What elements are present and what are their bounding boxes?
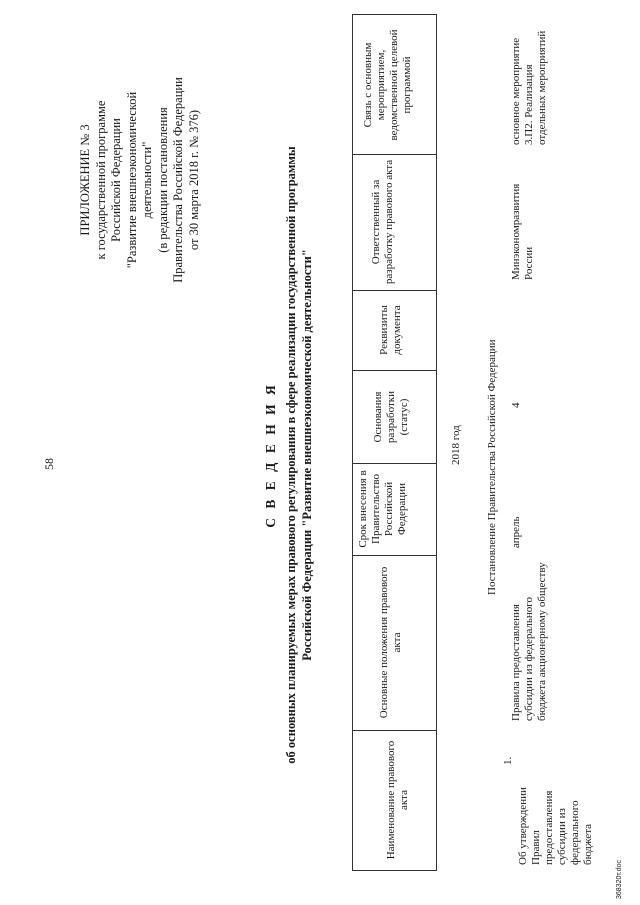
appendix-line: (в редакции постановления xyxy=(155,107,170,253)
appendix-title: ПРИЛОЖЕНИЕ № 3 xyxy=(78,124,92,236)
appendix-line: "Развитие внешнеэкономической xyxy=(124,91,139,269)
footer-filename: 368320т.doc xyxy=(616,859,623,899)
page-number: 58 xyxy=(42,458,56,470)
cell-responsible: Минэкономразвития России xyxy=(510,183,535,280)
table-column-divider xyxy=(352,730,437,731)
year-label: 2018 год xyxy=(450,425,462,465)
table-left-border xyxy=(352,870,437,871)
header-submission-deadline: Срок внесения в Правительство Российской Федерации xyxy=(357,470,408,548)
heading-line: Российской Федерации "Развитие внешнеэкономической деятельности" xyxy=(299,249,314,661)
header-program-link: Связь с основным мероприятием, ведомственной целевой программой xyxy=(362,29,413,141)
cell-act-name: Об утверждении Правил предоставления субсидии из федерального бюджета xyxy=(517,787,594,865)
table-column-divider xyxy=(352,463,437,464)
table-column-divider xyxy=(352,370,437,371)
cell-main-provisions: Правила предоставления субсидии из федерального бюджета акционерному обществу xyxy=(510,562,548,721)
table-column-divider xyxy=(352,154,437,155)
header-basis: Основания разработки (статус) xyxy=(372,390,410,444)
appendix-line: Правительства Российской Федерации xyxy=(171,77,185,283)
appendix-block xyxy=(78,30,202,330)
heading-line: об основных планируемых мерах правового регулирования в сфере реализации государственной программы xyxy=(284,146,298,764)
table-top-border xyxy=(352,14,353,871)
section-label: Постановление Правительства Российской Федерации xyxy=(486,339,498,595)
header-responsible: Ответственный за разработку правового акта xyxy=(370,159,395,285)
appendix-line: Российской Федерации xyxy=(109,118,123,242)
row-number: 1. xyxy=(502,756,514,765)
appendix-line: к государственной программе xyxy=(93,100,108,260)
table-header-bottom-border xyxy=(436,14,437,871)
table-column-divider xyxy=(352,555,437,556)
cell-basis: 4 xyxy=(510,402,522,408)
header-main-provisions: Основные положения правового акта xyxy=(378,566,403,719)
header-act-name: Наименование правового акта xyxy=(385,740,410,860)
table-column-divider xyxy=(352,290,437,291)
cell-deadline: апрель xyxy=(510,516,522,548)
appendix-line: от 30 марта 2018 г. № 376) xyxy=(186,109,201,251)
appendix-line: деятельности" xyxy=(140,141,154,219)
table-right-border xyxy=(352,14,437,15)
heading-title: С В Е Д Е Н И Я xyxy=(263,382,278,528)
header-requisites: Реквизиты документа xyxy=(378,305,403,355)
document-heading xyxy=(263,145,315,765)
cell-program-link: основное мероприятие 3.П2. Реализация отдельных мероприятий xyxy=(510,30,548,145)
